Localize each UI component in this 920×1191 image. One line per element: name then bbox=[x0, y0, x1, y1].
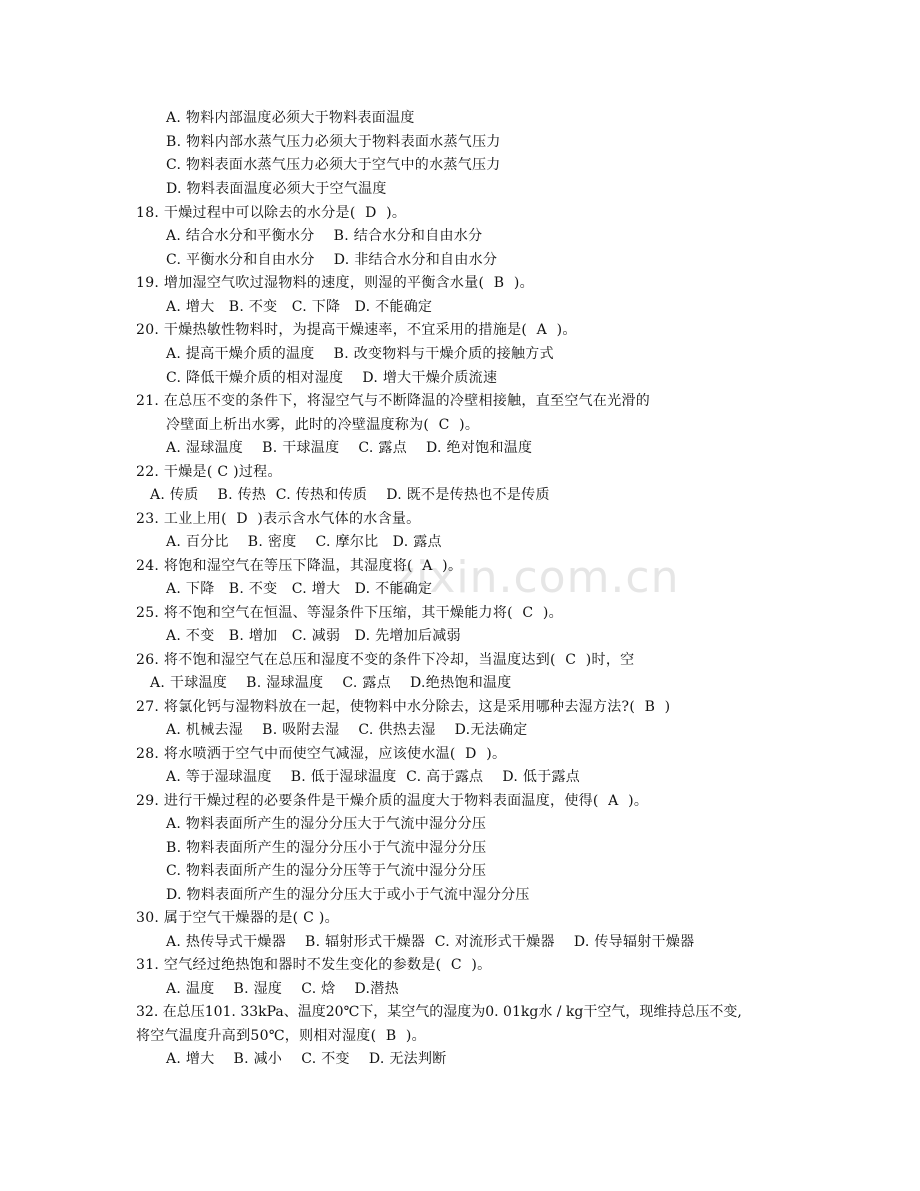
q29-text: 29. 进行干燥过程的必要条件是干燥介质的温度大于物料表面温度，使得( A )。 bbox=[136, 793, 649, 809]
q22-options: A. 传质 B. 传热 C. 传热和传质 D. 既不是传热也不是传质 bbox=[150, 487, 550, 503]
q20-text: 20. 干燥热敏性物料时，为提高干燥速率，不宜采用的措施是( A )。 bbox=[136, 322, 577, 338]
q26-text: 26. 将不饱和湿空气在总压和湿度不变的条件下冷却，当温度达到( C )时，空 bbox=[136, 652, 635, 668]
q25-options: A. 不变 B. 增加 C. 减弱 D. 先增加后减弱 bbox=[166, 628, 461, 644]
q30-text: 30. 属于空气干燥器的是( C )。 bbox=[136, 910, 339, 926]
q29-option-c: C. 物料表面所产生的湿分分压等于气流中湿分分压 bbox=[166, 863, 487, 879]
q27-text: 27. 将氯化钙与湿物料放在一起，使物料中水分除去，这是采用哪种去湿方法?( B ) bbox=[136, 699, 671, 715]
q20-options-ab: A. 提高干燥介质的温度 B. 改变物料与干燥介质的接触方式 bbox=[166, 346, 554, 362]
q30-options: A. 热传导式干燥器 B. 辐射形式干燥器 C. 对流形式干燥器 D. 传导辐射干燥器 bbox=[166, 934, 695, 950]
q32-text-cont: 将空气温度升高到50℃，则相对湿度( B )。 bbox=[136, 1028, 426, 1044]
q17-option-c: C. 物料表面水蒸气压力必须大于空气中的水蒸气压力 bbox=[166, 157, 501, 173]
q17-option-b: B. 物料内部水蒸气压力必须大于物料表面水蒸气压力 bbox=[166, 134, 501, 150]
q24-text: 24. 将饱和湿空气在等压下降温，其湿度将( A )。 bbox=[136, 558, 463, 574]
q21-text-cont: 冷壁面上析出水雾，此时的冷壁温度称为( C )。 bbox=[166, 417, 480, 433]
q22-text: 22. 干燥是( C )过程。 bbox=[136, 464, 282, 480]
q29-option-b: B. 物料表面所产生的湿分分压小于气流中湿分分压 bbox=[166, 840, 487, 856]
q31-options: A. 温度 B. 湿度 C. 焓 D.潜热 bbox=[166, 981, 399, 997]
q18-text: 18. 干燥过程中可以除去的水分是( D )。 bbox=[136, 205, 407, 221]
q25-text: 25. 将不饱和空气在恒温、等湿条件下压缩，其干燥能力将( C )。 bbox=[136, 605, 563, 621]
watermark: zixin.com.cn bbox=[392, 552, 680, 603]
q29-option-a: A. 物料表面所产生的湿分分压大于气流中湿分分压 bbox=[166, 816, 487, 832]
q24-options: A. 下降 B. 不变 C. 增大 D. 不能确定 bbox=[166, 581, 433, 597]
q28-options: A. 等于湿球温度 B. 低于湿球温度 C. 高于露点 D. 低于露点 bbox=[166, 769, 581, 785]
q23-text: 23. 工业上用( D )表示含水气体的水含量。 bbox=[136, 511, 421, 527]
q28-text: 28. 将水喷洒于空气中而使空气减湿，应该使水温( D )。 bbox=[136, 746, 507, 762]
q18-options-ab: A. 结合水分和平衡水分 B. 结合水分和自由水分 bbox=[166, 228, 483, 244]
q18-options-cd: C. 平衡水分和自由水分 D. 非结合水分和自由水分 bbox=[166, 252, 498, 268]
q27-options: A. 机械去湿 B. 吸附去湿 C. 供热去湿 D.无法确定 bbox=[166, 722, 528, 738]
q21-options: A. 湿球温度 B. 干球温度 C. 露点 D. 绝对饱和温度 bbox=[166, 440, 533, 456]
q17-option-d: D. 物料表面温度必须大于空气温度 bbox=[166, 181, 387, 197]
q29-option-d: D. 物料表面所产生的湿分分压大于或小于气流中湿分分压 bbox=[166, 887, 530, 903]
q21-text: 21. 在总压不变的条件下，将湿空气与不断降温的冷壁相接触，直至空气在光滑的 bbox=[136, 393, 651, 409]
q17-option-a: A. 物料内部温度必须大于物料表面温度 bbox=[166, 110, 415, 126]
q31-text: 31. 空气经过绝热饱和器时不发生变化的参数是( C )。 bbox=[136, 957, 492, 973]
q20-options-cd: C. 降低干燥介质的相对湿度 D. 增大干燥介质流速 bbox=[166, 370, 498, 386]
q19-options: A. 增大 B. 不变 C. 下降 D. 不能确定 bbox=[166, 299, 433, 315]
q32-options: A. 增大 B. 减小 C. 不变 D. 无法判断 bbox=[166, 1051, 447, 1067]
q19-text: 19. 增加湿空气吹过湿物料的速度，则湿的平衡含水量( B )。 bbox=[136, 275, 534, 291]
q32-text: 32. 在总压101. 33kPa、温度20℃下，某空气的湿度为0. 01kg水 / kg干空气，现维持总压不变, bbox=[136, 1004, 742, 1020]
q26-options: A. 干球温度 B. 湿球温度 C. 露点 D.绝热饱和温度 bbox=[150, 675, 512, 691]
q23-options: A. 百分比 B. 密度 C. 摩尔比 D. 露点 bbox=[166, 534, 442, 550]
